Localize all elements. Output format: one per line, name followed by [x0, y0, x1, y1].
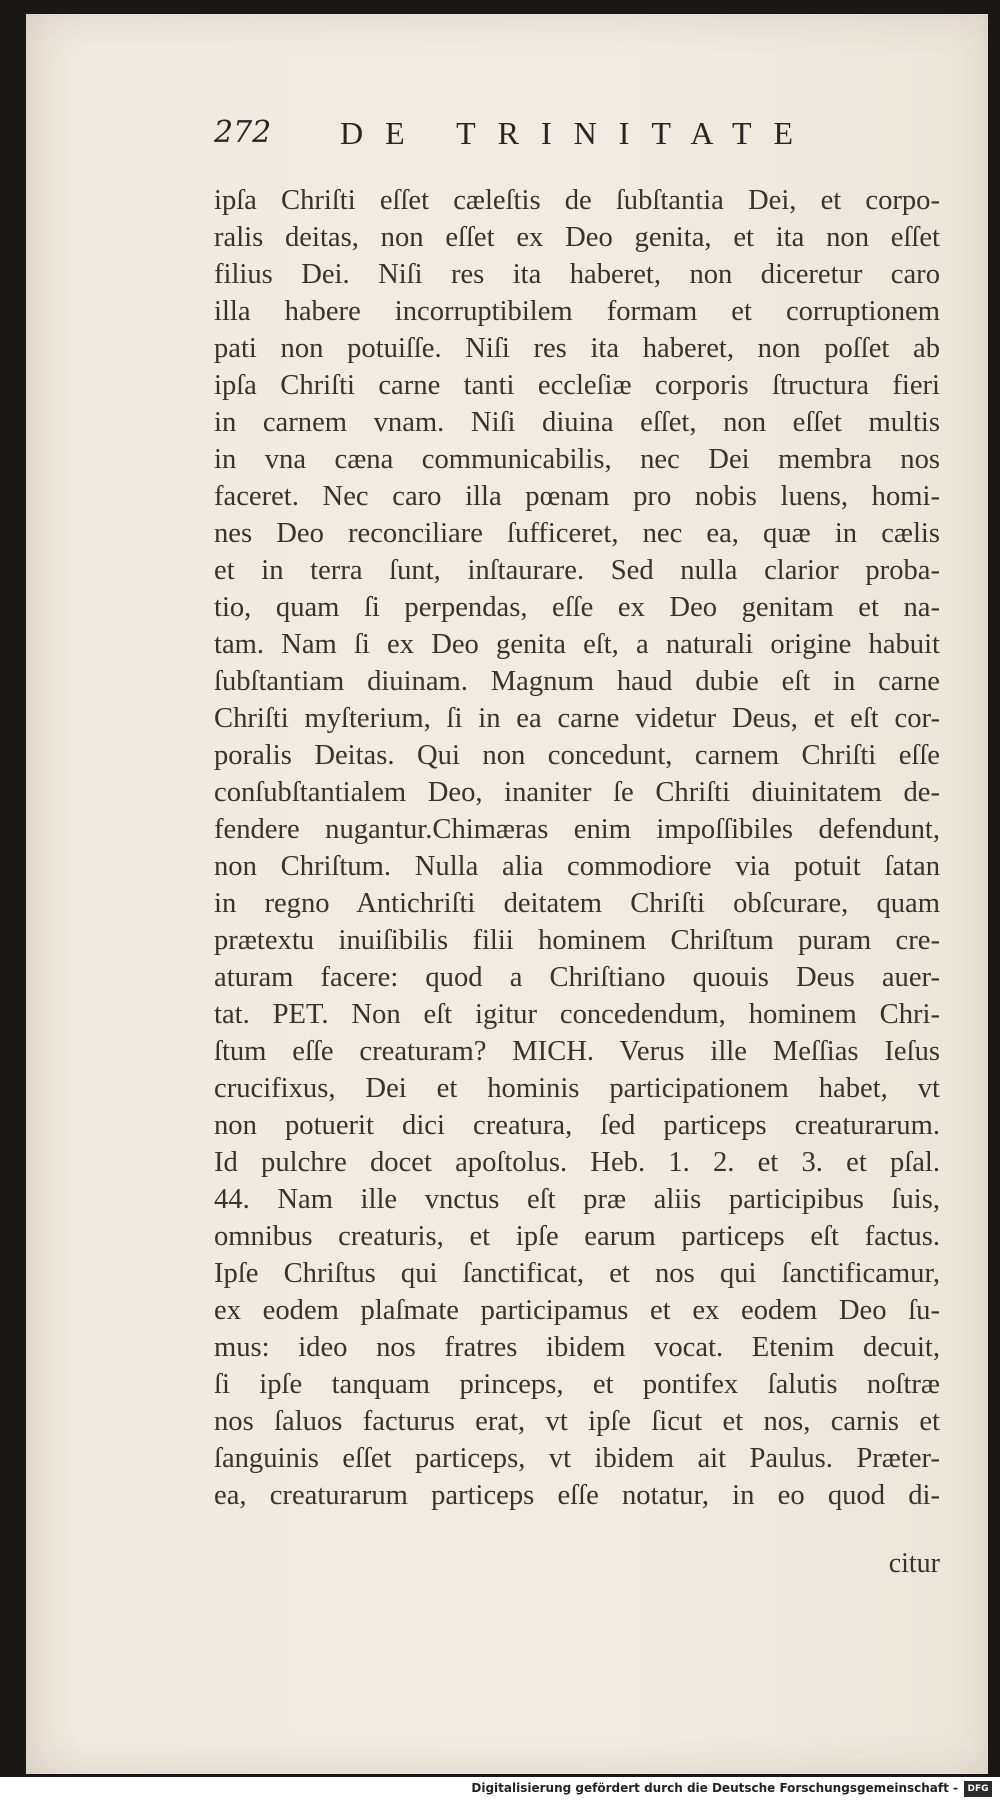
text-line: illa habere incorruptibilem formam et corruptionem	[214, 296, 940, 327]
text-line: ex eodem plaſmate participamus et ex eodem Deo ſu-	[214, 1295, 940, 1326]
text-line: et in terra ſunt, inſtaurare. Sed nulla clarior proba-	[214, 555, 940, 586]
text-line: Id pulchre docet apoſtolus. Heb. 1. 2. et 3. et pſal.	[214, 1147, 940, 1178]
text-line: non potuerit dici creatura, ſed particeps creaturarum.	[214, 1110, 940, 1141]
text-line: omnibus creaturis, et ipſe earum particeps eſt factus.	[214, 1221, 940, 1252]
text-line: crucifixus, Dei et hominis participationem habet, vt	[214, 1073, 940, 1104]
text-line: ralis deitas, non eſſet ex Deo genita, et ita non eſſet	[214, 222, 940, 253]
text-line: in vna cæna communicabilis, nec Dei membra nos	[214, 444, 940, 475]
text-line: Chriſti myſterium, ſi in ea carne videtur Deus, et eſt cor-	[214, 703, 940, 734]
text-line: ipſa Chriſti eſſet cæleſtis de ſubſtantia Dei, et corpo-	[214, 185, 940, 216]
page-header	[214, 115, 824, 155]
text-line: fendere nugantur.Chimæras enim impoſſibiles defendunt,	[214, 814, 940, 845]
text-line: aturam facere: quod a Chriſtiano quouis Deus auer-	[214, 962, 940, 993]
text-line: faceret. Nec caro illa pœnam pro nobis luens, homi-	[214, 481, 940, 512]
text-line: ea, creaturarum particeps eſſe notatur, in eo quod di-	[214, 1480, 940, 1511]
text-line: tam. Nam ſi ex Deo genita eſt, a naturali origine habuit	[214, 629, 940, 660]
text-line: filius Dei. Niſi res ita haberet, non diceretur caro	[214, 259, 940, 290]
text-line: tio, quam ſi perpendas, eſſe ex Deo genitam et na-	[214, 592, 940, 623]
text-line: nes Deo reconciliare ſufficeret, nec ea, quæ in cælis	[214, 518, 940, 549]
text-line: prætextu inuiſibilis filii hominem Chriſtum puram cre-	[214, 925, 940, 956]
text-line: mus: ideo nos fratres ibidem vocat. Etenim decuit,	[214, 1332, 940, 1363]
text-line: in carnem vnam. Niſi diuina eſſet, non eſſet multis	[214, 407, 940, 438]
text-line: ipſa Chriſti carne tanti eccleſiæ corporis ſtructura fieri	[214, 370, 940, 401]
text-line: ſi ipſe tanquam princeps, et pontifex ſalutis noſtræ	[214, 1369, 940, 1400]
text-line: poralis Deitas. Qui non concedunt, carnem Chriſti eſſe	[214, 740, 940, 771]
page-number: 272	[214, 115, 272, 150]
catchword: citur	[888, 1548, 940, 1579]
text-line: conſubſtantialem Deo, inaniter ſe Chriſti diuinitatem de-	[214, 777, 940, 808]
text-line: non Chriſtum. Nulla alia commodiore via potuit ſatan	[214, 851, 940, 882]
text-line: ſanguinis eſſet particeps, vt ibidem ait Paulus. Præter-	[214, 1443, 940, 1474]
text-line: ſubſtantiam diuinam. Magnum haud dubie eſt in carne	[214, 666, 940, 697]
text-line: ſtum eſſe creaturam? MICH. Verus ille Meſſias Ieſus	[214, 1036, 940, 1067]
text-line: pati non potuiſſe. Niſi res ita haberet, non poſſet ab	[214, 333, 940, 364]
text-line: 44. Nam ille vnctus eſt præ aliis participibus ſuis,	[214, 1184, 940, 1215]
text-line: in regno Antichriſti deitatem Chriſti obſcurare, quam	[214, 888, 940, 919]
text-line: tat. PET. Non eſt igitur concedendum, hominem Chri-	[214, 999, 940, 1030]
digitization-credit: Digitalisierung gefördert durch die Deutsche Forschungsgemeinschaft -	[471, 1781, 958, 1795]
running-title: DE TRINITATE	[340, 115, 816, 151]
footer-strip	[0, 1777, 1000, 1803]
text-line: Ipſe Chriſtus qui ſanctificat, et nos qui ſanctificamur,	[214, 1258, 940, 1289]
body-text	[214, 182, 940, 1514]
text-line: nos ſaluos facturus erat, vt ipſe ſicut et nos, carnis et	[214, 1406, 940, 1437]
dfg-logo-icon: DFG	[964, 1781, 992, 1797]
